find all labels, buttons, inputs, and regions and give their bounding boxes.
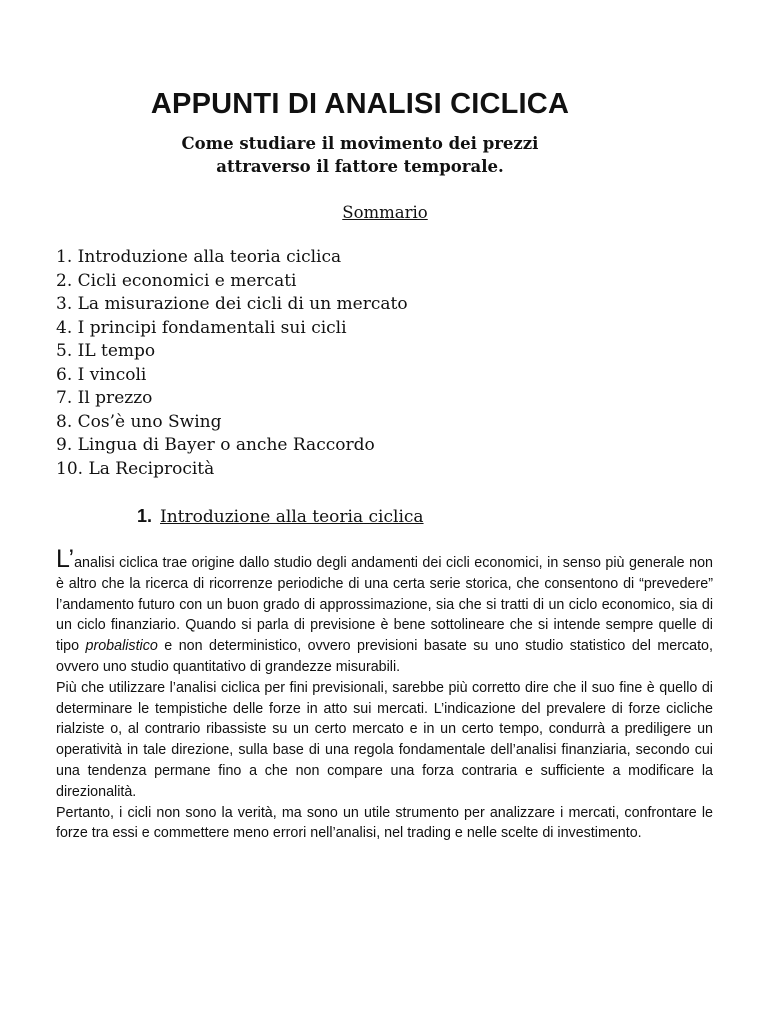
toc-item: 5. IL tempo: [56, 341, 156, 361]
toc-item: 8. Cos’è uno Swing: [56, 411, 222, 432]
subtitle-line-1: Come studiare il movimento dei prezzi: [181, 134, 539, 153]
document-subtitle: [0, 132, 720, 178]
paragraph-text: analisi ciclica trae origine dallo studio degli andamenti dei cicli economici, in senso più generale non è altro che la ricerca di ricorrenze periodiche di una certa serie storica, che consentono di “prevedere” l’andamento futuro con un buon grado di approssimazione, sia che si tratti di un ciclo economico, sia di un ciclo finanziario. Quando si parla di previsione è bene sottolineare che si intende sempre quelle di tipo: [56, 555, 713, 655]
paragraph: Pertanto, i cicli non sono la verità, ma sono un utile strumento per analizzare i mercati, confrontare le forze tra essi e commettere meno errori nell’analisi, nel trading e nelle scelte di investimento.: [56, 804, 713, 842]
toc-item: 1. Introduzione alla teoria ciclica: [56, 247, 342, 267]
toc-item: 7. Il prezzo: [56, 388, 153, 408]
paragraph: Più che utilizzare l’analisi ciclica per fini previsionali, sarebbe più corretto dire che il suo fine è quello di determinare le tempistiche delle forze in atto sui mercati. L’indicazione del prevalere di forze cicliche rialziste o, al contrario ribassiste su un certo mercato e in un certo tempo, condurrà a prediligere un operatività in tale direzione, sulla base di una regola fondamentale dell’analisi finanziaria, secondo cui una tendenza permane fino a che non compare una forza contraria e sufficiente a modificare la direzionalità.: [56, 679, 713, 800]
toc-item: 9. Lingua di Bayer o anche Raccordo: [56, 435, 375, 455]
paragraph: [56, 545, 713, 678]
drop-cap: L’: [56, 545, 75, 573]
toc-item: 2. Cicli economici e mercati: [56, 270, 297, 291]
toc-item: 10. La Reciprocità: [56, 458, 215, 479]
section-heading: [137, 506, 424, 527]
toc-item: 4. I principi fondamentali sui cicli: [56, 317, 347, 338]
toc-item: 6. I vincoli: [56, 364, 147, 385]
document-title: APPUNTI DI ANALISI CICLICA: [150, 88, 570, 120]
summary-heading: Sommario: [342, 203, 428, 222]
table-of-contents: [56, 246, 408, 481]
toc-item: 3. La misurazione dei cicli di un mercato: [56, 294, 408, 314]
section-title: Introduzione alla teoria ciclica: [160, 507, 424, 527]
paragraph-text: e non deterministico, ovvero previsioni basate su uno studio statistico del mercato, ovvero uno studio quantitativo di grandezze misurabili.: [56, 638, 713, 675]
subtitle-line-2: attraverso il fattore temporale.: [216, 157, 504, 176]
emphasis-text: probalistico: [85, 638, 158, 655]
body-text: [56, 545, 713, 844]
section-number: 1.: [137, 506, 153, 526]
